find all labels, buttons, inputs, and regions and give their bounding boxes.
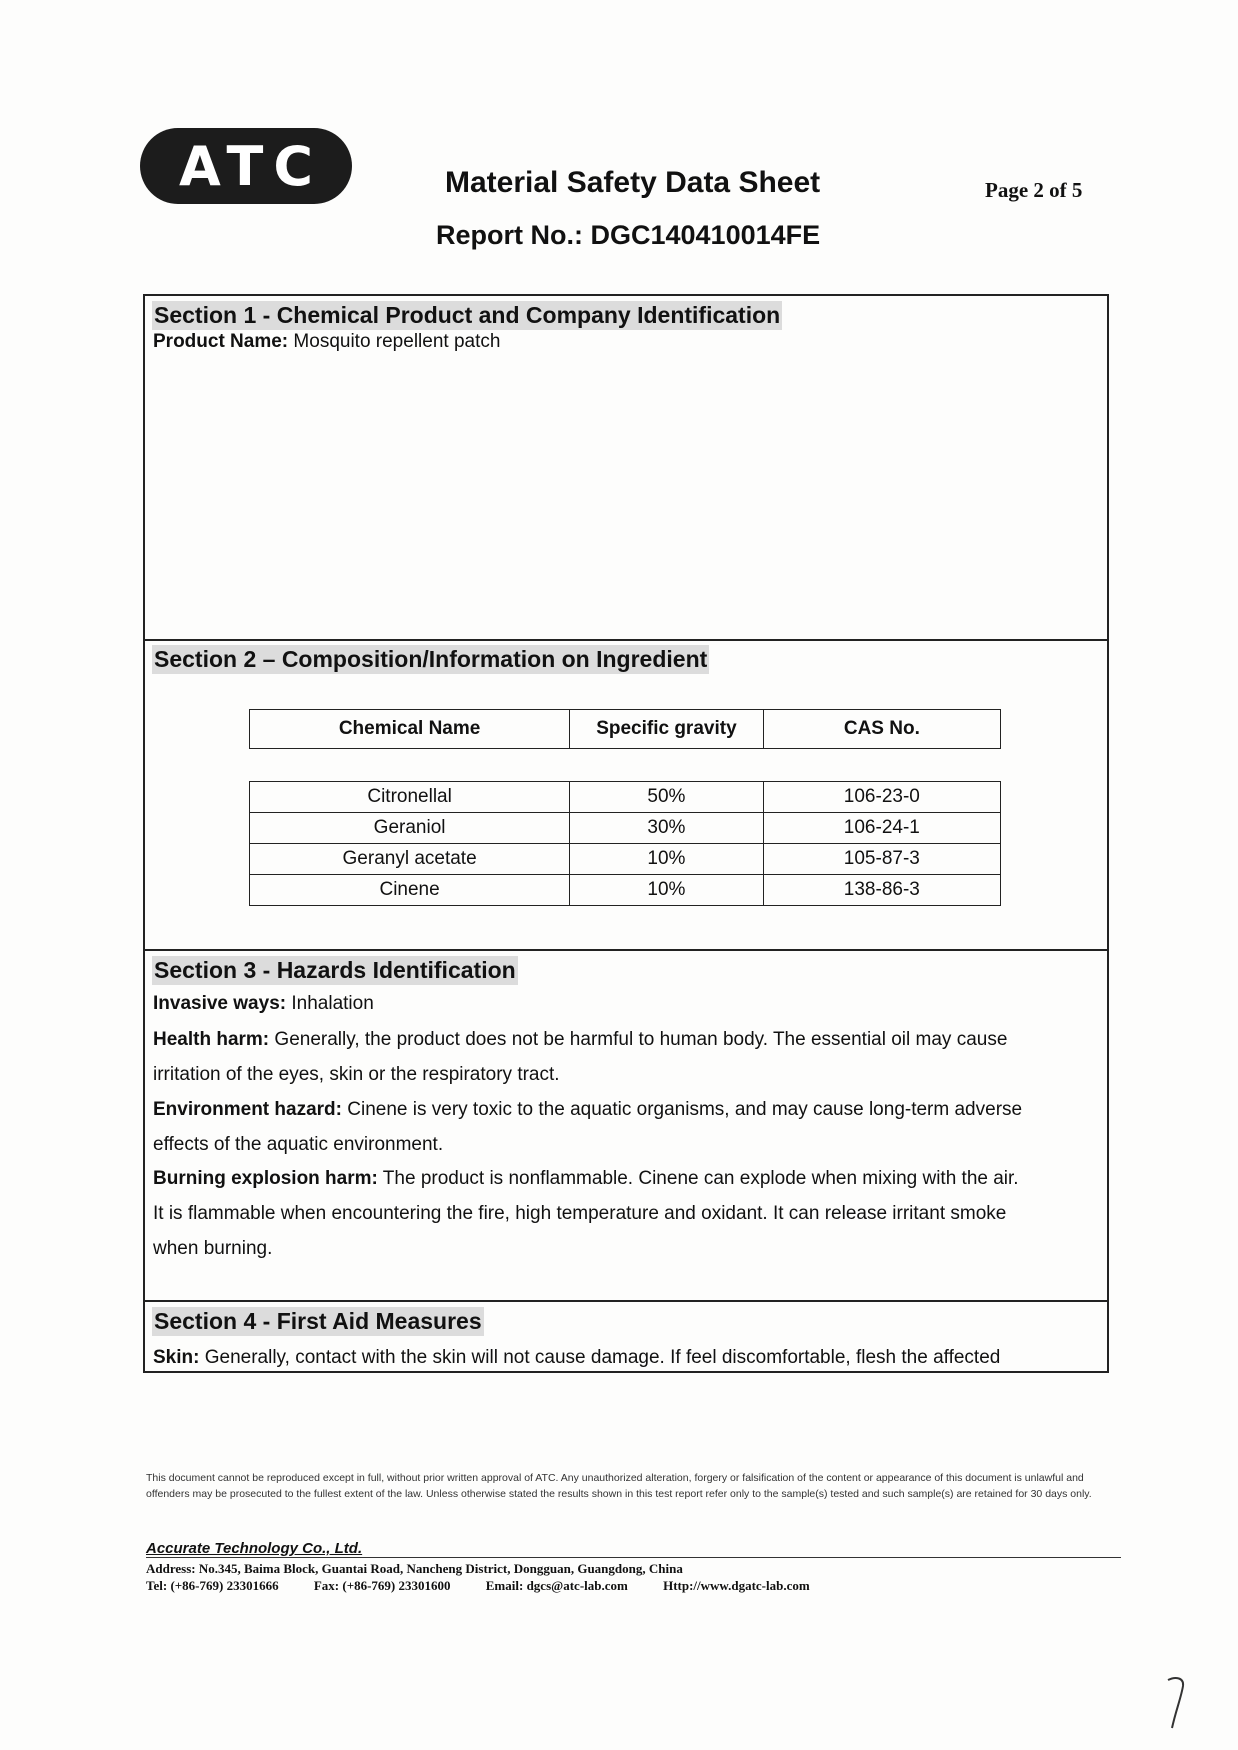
burning-harm-line-2: It is flammable when encountering the fire, high temperature and oxidant. It can release irritant smoke <box>153 1203 1007 1224</box>
report-number: Report No.: DGC140410014FE <box>436 220 821 250</box>
table-cell: 106-24-1 <box>763 813 1000 844</box>
invasive-ways-line <box>153 993 374 1015</box>
burning-harm-line-3: when burning. <box>153 1238 273 1259</box>
table-cell: 138-86-3 <box>763 875 1000 906</box>
skin-label: Skin: <box>153 1347 200 1368</box>
health-harm-text: Generally, the product does not be harmful to human body. The essential oil may cause <box>269 1029 1008 1050</box>
environment-hazard-line <box>153 1099 1022 1121</box>
section-divider <box>143 1300 1109 1302</box>
section-4-title: Section 4 - First Aid Measures <box>154 1308 482 1334</box>
atc-logo <box>140 128 352 204</box>
section-divider <box>143 949 1109 951</box>
health-harm-label: Health harm: <box>153 1029 270 1050</box>
ingredient-table <box>249 781 1001 906</box>
document-title: Material Safety Data Sheet <box>445 166 821 199</box>
health-harm-line <box>153 1029 1007 1051</box>
fax: Fax: (+86-769) 23301600 <box>313 1578 451 1593</box>
table-row <box>250 844 1001 875</box>
burning-harm-line <box>153 1168 1019 1190</box>
product-name-label: Product Name: <box>153 331 289 352</box>
table-row <box>250 813 1001 844</box>
logo-text: ATC <box>178 134 324 198</box>
table-cell: Geranyl acetate <box>250 844 570 875</box>
ingredient-table-header <box>249 709 1001 749</box>
company-name: Accurate Technology Co., Ltd. <box>146 1540 363 1557</box>
disclaimer-text: This document cannot be reproduced except in full, without prior written approval of ATC. Any unauthorized alteration, forgery or falsification of the content or appearance of this document is unlawful and offenders may be prosecuted to the fullest extent of the law. Unless otherwise stated the results shown in this test report refer only to the sample(s) tested and such sample(s) are retained for 30 days only. <box>146 1472 1092 1500</box>
section-2-title: Section 2 – Composition/Information on Ingredient <box>154 646 708 672</box>
contact-line <box>146 1578 842 1594</box>
section-1-title: Section 1 - Chemical Product and Company Identification <box>154 302 781 328</box>
skin-text: Generally, contact with the skin will not cause damage. If feel discomfortable, flesh the affected <box>199 1347 1001 1368</box>
table-cell: Geraniol <box>250 813 570 844</box>
product-name-value: Mosquito repellent patch <box>288 331 501 352</box>
company-address: Address: No.345, Baima Block, Guantai Road, Nancheng District, Dongguan, Guangdong, China <box>146 1561 683 1576</box>
section-divider <box>143 639 1109 641</box>
table-cell: 106-23-0 <box>763 782 1000 813</box>
table-cell: Cinene <box>250 875 570 906</box>
table-row <box>250 782 1001 813</box>
table-row <box>250 875 1001 906</box>
product-name-line <box>153 331 500 353</box>
column-header: Chemical Name <box>250 710 570 749</box>
email: Email: dgcs@atc-lab.com <box>485 1578 628 1593</box>
website: Http://www.dgatc-lab.com <box>663 1578 810 1593</box>
health-harm-line-2: irritation of the eyes, skin or the respiratory tract. <box>153 1064 560 1085</box>
footer-divider <box>146 1557 1121 1558</box>
table-cell: 105-87-3 <box>763 844 1000 875</box>
table-cell: 50% <box>570 782 763 813</box>
table-cell: Citronellal <box>250 782 570 813</box>
burning-harm-text: The product is nonflammable. Cinene can explode when mixing with the air. <box>377 1168 1019 1189</box>
invasive-ways-value: Inhalation <box>286 993 374 1014</box>
column-header: CAS No. <box>763 710 1000 749</box>
environment-hazard-label: Environment hazard: <box>153 1099 342 1120</box>
environment-hazard-text: Cinene is very toxic to the aquatic organisms, and may cause long-term adverse <box>341 1099 1023 1120</box>
section-3-title: Section 3 - Hazards Identification <box>154 957 516 983</box>
invasive-ways-label: Invasive ways: <box>153 993 287 1014</box>
page-number: Page 2 of 5 <box>985 178 1083 202</box>
table-cell: 30% <box>570 813 763 844</box>
handwritten-mark <box>1162 1674 1192 1734</box>
environment-hazard-line-2: effects of the aquatic environment. <box>153 1134 444 1155</box>
table-cell: 10% <box>570 875 763 906</box>
burning-harm-label: Burning explosion harm: <box>153 1168 378 1189</box>
skin-line <box>153 1347 1000 1369</box>
table-cell: 10% <box>570 844 763 875</box>
column-header: Specific gravity <box>570 710 764 749</box>
telephone: Tel: (+86-769) 23301666 <box>146 1578 279 1593</box>
table-header-row <box>250 710 1001 749</box>
